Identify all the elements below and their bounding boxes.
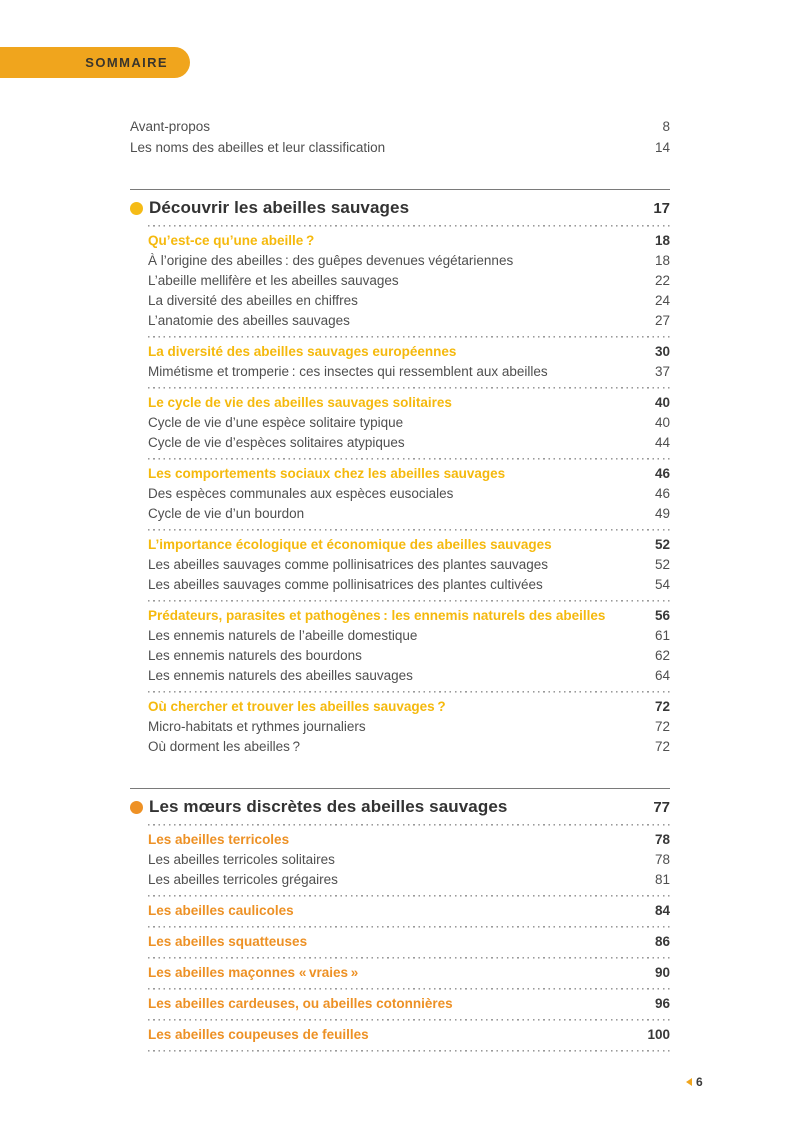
toc-group bbox=[130, 531, 670, 600]
orange-dot-icon bbox=[130, 801, 143, 814]
toc-entry-label: À l’origine des abeilles : des guêpes devenues végétariennes bbox=[148, 253, 514, 268]
toc-entry-page: 14 bbox=[654, 140, 670, 155]
toc-entry bbox=[148, 413, 670, 433]
toc-entry-page: 81 bbox=[654, 872, 670, 887]
toc-entry-page: 40 bbox=[654, 415, 670, 430]
toc-subsection-page: 72 bbox=[654, 699, 670, 714]
toc-entry-label: Les noms des abeilles et leur classification bbox=[130, 140, 386, 155]
toc-group bbox=[130, 338, 670, 387]
toc-entry bbox=[148, 271, 670, 291]
toc-entry-page: 54 bbox=[654, 577, 670, 592]
toc-entry-label: Les abeilles sauvages comme pollinisatrices des plantes cultivées bbox=[148, 577, 543, 592]
toc-subsection-page: 96 bbox=[654, 996, 670, 1011]
toc-entry-label: Où dorment les abeilles ? bbox=[148, 739, 301, 754]
toc-subsection-page: 40 bbox=[654, 395, 670, 410]
toc-subsection-label: Les abeilles cardeuses, ou abeilles cotonnières bbox=[148, 996, 453, 1011]
toc-entry-label: Cycle de vie d’espèces solitaires atypiques bbox=[148, 435, 405, 450]
toc-entry-page: 22 bbox=[654, 273, 670, 288]
toc-subsection-label: Le cycle de vie des abeilles sauvages solitaires bbox=[148, 395, 452, 410]
toc-subsection-page: 86 bbox=[654, 934, 670, 949]
toc-subsection-label: Prédateurs, parasites et pathogènes : les ennemis naturels des abeilles bbox=[148, 608, 606, 623]
toc-subsection-heading bbox=[148, 393, 670, 413]
toc-entry-page: 61 bbox=[654, 628, 670, 643]
toc-entry bbox=[130, 137, 670, 158]
toc-entry-label: La diversité des abeilles en chiffres bbox=[148, 293, 358, 308]
dotted-separator bbox=[148, 1050, 670, 1052]
page-number: 6 bbox=[696, 1075, 703, 1089]
toc-entry bbox=[148, 251, 670, 271]
toc-subsection-label: Les abeilles coupeuses de feuilles bbox=[148, 1027, 369, 1042]
section-title: Les mœurs discrètes des abeilles sauvages bbox=[149, 797, 508, 816]
toc-entry-label: Les ennemis naturels des abeilles sauvages bbox=[148, 668, 413, 683]
toc-entry-page: 64 bbox=[654, 668, 670, 683]
sommaire-badge-label: SOMMAIRE bbox=[85, 55, 168, 70]
toc-entry bbox=[148, 311, 670, 331]
toc-subsection-heading bbox=[148, 697, 670, 717]
toc-entry bbox=[148, 717, 670, 737]
toc-group bbox=[130, 897, 670, 926]
toc-group bbox=[130, 602, 670, 691]
toc-group bbox=[130, 389, 670, 458]
toc-subsection-heading bbox=[148, 342, 670, 362]
toc-entry bbox=[148, 362, 670, 382]
toc-entry-label: Cycle de vie d’un bourdon bbox=[148, 506, 305, 521]
toc-subsection-label: Les abeilles maçonnes « vraies » bbox=[148, 965, 359, 980]
toc-entry bbox=[148, 433, 670, 453]
toc-entry-label: Des espèces communales aux espèces eusociales bbox=[148, 486, 454, 501]
toc-entry bbox=[148, 484, 670, 504]
section-decouvrir bbox=[130, 189, 670, 762]
toc-subsection-page: 46 bbox=[654, 466, 670, 481]
toc-group bbox=[130, 1021, 670, 1050]
toc-subsection-label: Les abeilles terricoles bbox=[148, 832, 290, 847]
section-header bbox=[130, 789, 670, 824]
toc-subsection-page: 18 bbox=[654, 233, 670, 248]
toc-entry-label: Les abeilles terricoles grégaires bbox=[148, 872, 338, 887]
toc-entry-label: L’abeille mellifère et les abeilles sauvages bbox=[148, 273, 399, 288]
toc-subsection-heading bbox=[148, 830, 670, 850]
toc-subsection-heading bbox=[148, 535, 670, 555]
toc-entry-page: 72 bbox=[654, 739, 670, 754]
toc-subsection-page: 30 bbox=[654, 344, 670, 359]
toc-entry-page: 37 bbox=[654, 364, 670, 379]
toc-group bbox=[130, 928, 670, 957]
toc-entry-label: Les ennemis naturels des bourdons bbox=[148, 648, 362, 663]
toc-subsection-heading bbox=[148, 231, 670, 251]
toc-group bbox=[130, 826, 670, 895]
toc-entry-page: 78 bbox=[654, 852, 670, 867]
toc-subsection-label: L’importance écologique et économique des abeilles sauvages bbox=[148, 537, 552, 552]
table-of-contents bbox=[130, 116, 670, 1052]
toc-entry bbox=[148, 850, 670, 870]
toc-subsection-heading bbox=[148, 963, 670, 983]
toc-group bbox=[130, 460, 670, 529]
toc-subsection-label: Les abeilles squatteuses bbox=[148, 934, 308, 949]
toc-entry bbox=[148, 737, 670, 757]
toc-subsection-heading bbox=[148, 464, 670, 484]
toc-entry-page: 49 bbox=[654, 506, 670, 521]
toc-entry bbox=[148, 626, 670, 646]
toc-entry bbox=[148, 646, 670, 666]
toc-entry-label: Cycle de vie d’une espèce solitaire typique bbox=[148, 415, 404, 430]
toc-group bbox=[130, 227, 670, 336]
toc-subsection-page: 100 bbox=[647, 1027, 670, 1042]
toc-entry-page: 52 bbox=[654, 557, 670, 572]
toc-entry-label: Les abeilles sauvages comme pollinisatrices des plantes sauvages bbox=[148, 557, 548, 572]
toc-group bbox=[130, 959, 670, 988]
toc-subsection-page: 90 bbox=[654, 965, 670, 980]
toc-entry-label: L’anatomie des abeilles sauvages bbox=[148, 313, 350, 328]
yellow-dot-icon bbox=[130, 202, 143, 215]
toc-entry-label: Mimétisme et tromperie : ces insectes qui ressemblent aux abeilles bbox=[148, 364, 548, 379]
orange-tick-icon bbox=[686, 1078, 692, 1086]
toc-entry-page: 46 bbox=[654, 486, 670, 501]
toc-entry-page: 44 bbox=[654, 435, 670, 450]
toc-subsection-label: Qu’est-ce qu’une abeille ? bbox=[148, 233, 315, 248]
toc-entry bbox=[148, 555, 670, 575]
toc-entry-label: Avant-propos bbox=[130, 119, 211, 134]
sommaire-badge bbox=[0, 47, 190, 78]
toc-subsection-page: 84 bbox=[654, 903, 670, 918]
toc-entry-label: Micro-habitats et rythmes journaliers bbox=[148, 719, 366, 734]
toc-subsection-page: 78 bbox=[654, 832, 670, 847]
toc-entry bbox=[148, 291, 670, 311]
toc-subsection-label: Où chercher et trouver les abeilles sauvages ? bbox=[148, 699, 446, 714]
section-moeurs bbox=[130, 788, 670, 1052]
toc-entry bbox=[148, 870, 670, 890]
toc-group bbox=[130, 990, 670, 1019]
toc-subsection-label: Les comportements sociaux chez les abeilles sauvages bbox=[148, 466, 506, 481]
section-title: Découvrir les abeilles sauvages bbox=[149, 198, 410, 217]
toc-entry bbox=[130, 116, 670, 137]
toc-subsection-label: Les abeilles caulicoles bbox=[148, 903, 294, 918]
toc-subsection-page: 56 bbox=[654, 608, 670, 623]
toc-entry-page: 62 bbox=[654, 648, 670, 663]
toc-subsection-heading bbox=[148, 932, 670, 952]
toc-subsection-label: La diversité des abeilles sauvages européennes bbox=[148, 344, 457, 359]
toc-subsection-heading bbox=[148, 901, 670, 921]
toc-entry-label: Les ennemis naturels de l’abeille domestique bbox=[148, 628, 418, 643]
page-footer bbox=[686, 1075, 703, 1089]
toc-entry-page: 24 bbox=[654, 293, 670, 308]
toc-entry bbox=[148, 575, 670, 595]
toc-entry-label: Les abeilles terricoles solitaires bbox=[148, 852, 335, 867]
toc-entry-page: 72 bbox=[654, 719, 670, 734]
toc-group bbox=[130, 693, 670, 762]
toc-entry-page: 27 bbox=[654, 313, 670, 328]
front-matter bbox=[130, 116, 670, 158]
section-page: 17 bbox=[653, 199, 670, 217]
toc-entry-page: 18 bbox=[654, 253, 670, 268]
toc-entry bbox=[148, 504, 670, 524]
toc-subsection-heading bbox=[148, 1025, 670, 1045]
toc-subsection-heading bbox=[148, 606, 670, 626]
toc-subsection-heading bbox=[148, 994, 670, 1014]
section-header bbox=[130, 190, 670, 225]
toc-entry-page: 8 bbox=[662, 119, 670, 134]
toc-entry bbox=[148, 666, 670, 686]
section-page: 77 bbox=[653, 798, 670, 816]
toc-subsection-page: 52 bbox=[654, 537, 670, 552]
